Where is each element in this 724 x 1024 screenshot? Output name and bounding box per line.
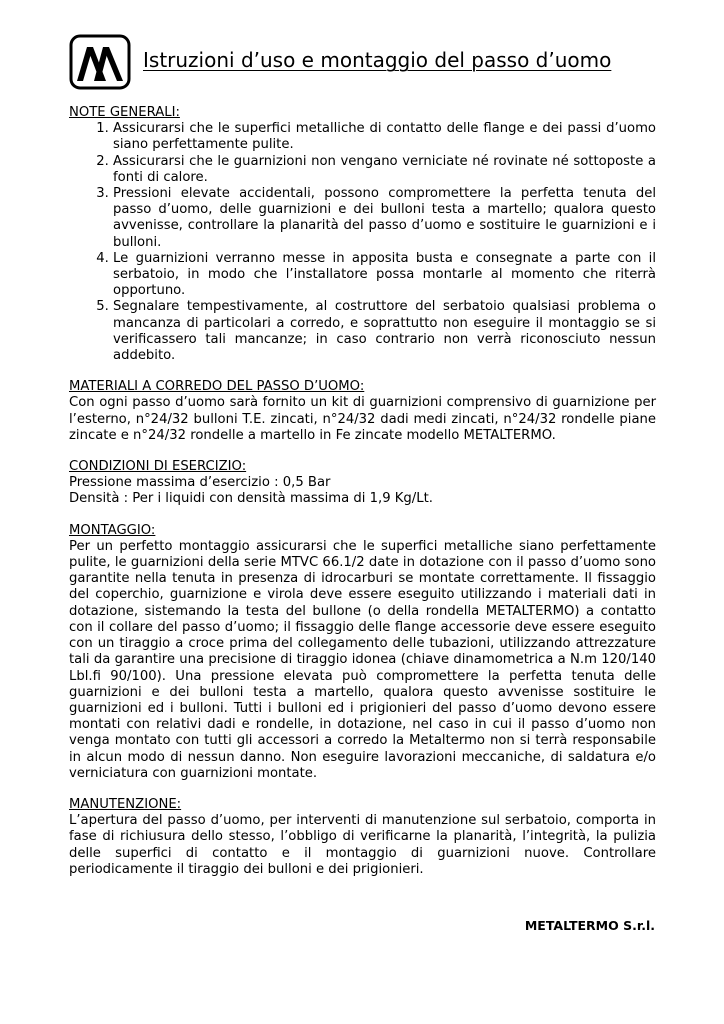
section-paragraph: Con ogni passo d’uomo sarà fornito un kit di guarnizioni comprensivo di guarnizione per l’esterno, n°24/32 bulloni T.E. zincati, n°24/32 dadi medi zincati, n°24/32 rondelle piane zincate e n°24/32 rondelle a martello in Fe zincate modello METALTERMO. <box>69 395 656 443</box>
list-item: 3. Pressioni elevate accidentali, possono compromettere la perfetta tenuta del passo d’uomo, delle guarnizioni e dei bulloni testa a martello; qualora questo avvenisse, controllare la planarità del passo d’uomo e sostituire le guarnizioni e i bulloni. <box>113 186 656 251</box>
section-paragraph: Per un perfetto montaggio assicurarsi che le superfici metalliche siano perfettamente pulite, le guarnizioni della serie MTVC 66.1/2 date in dotazione con il passo d’uomo sono garantite nella tenuta in presenza di idrocarburi se montate correttamente. Il fissaggio del coperchio, guarnizione e virola deve essere eseguito utilizzando i materiali dati in dotazione, sistemando la testa del bullone (o della rondella METALTERMO) a contatto con il collare del passo d’uomo; il fissaggio delle flange accessorie deve essere eseguito con un tiraggio a croce prima del collegamento delle tubazioni, utilizzando attrezzature tali da garantire una precisione di tiraggio idonea (chiave dinamometrica a N.m 120/140 Lbl.fi 90/100). Una pressione elevata può compromettere la perfetta tenuta delle guarnizioni e dei bulloni testa a martello, qualora questo avvenisse sostituire le guarnizioni ed i bulloni. Tutti i bulloni ed i prigionieri del passo d’uomo devono essere montati con relativi dadi e rondelle, in dotazione, nel caso in cui il passo d’uomo non venga montato con tutti gli accessori a corredo la Metaltermo non si terrà responsabile in alcun modo di nessun danno. Non eseguire lavorazioni meccaniche, di saldatura e/o verniciatura con guarnizioni montate. <box>69 538 656 781</box>
density-line: Densità : Per i liquidi con densità massima di 1,9 Kg/Lt. <box>69 491 433 507</box>
section-heading: MONTAGGIO: <box>69 522 156 538</box>
list-item: 5. Segnalare tempestivamente, al costruttore del serbatoio qualsiasi problema o mancanza di particolari a corredo, e soprattutto non eseguire il montaggio se si verificassero tali mancanze; in caso contrario non verrà riconosciuto nessun addebito. <box>113 299 656 364</box>
section-montaggio <box>69 523 656 782</box>
section-heading: NOTE GENERALI: <box>69 105 180 120</box>
section-materiali <box>69 379 656 444</box>
document-title: Istruzioni d’uso e montaggio del passo d’uomo <box>143 48 612 72</box>
section-paragraph: L’apertura del passo d’uomo, per interventi di manutenzione sul serbatoio, comporta in fase di richiusura dello stesso, l’obbligo di verificarne la planarità, l’integrità, la pulizia delle superfici di contatto e il montaggio di guarnizioni nuove. Controllare periodicamente il tiraggio dei bulloni e dei prigionieri. <box>69 813 656 877</box>
list-item: 2. Assicurarsi che le guarnizioni non vengano verniciate né rovinate né sottoposte a fonti di calore. <box>113 154 656 186</box>
section-manutenzione <box>69 797 656 878</box>
pressure-line: Pressione massima d’esercizio : 0,5 Bar <box>69 475 331 491</box>
metaltermo-logo-icon <box>69 34 131 90</box>
document-body <box>69 105 656 878</box>
section-condizioni <box>69 459 656 508</box>
section-heading: CONDIZIONI DI ESERCIZIO: <box>69 459 247 475</box>
document-header <box>69 34 656 90</box>
section-heading: MANUTENZIONE: <box>69 796 182 812</box>
list-item: 4. Le guarnizioni verranno messe in apposita busta e consegnate a parte con il serbatoio, in modo che l’installatore possa montarle al momento che riterrà opportuno. <box>113 251 656 300</box>
section-heading: MATERIALI A CORREDO DEL PASSO D’UOMO: <box>69 379 365 395</box>
section-note-generali <box>69 105 656 364</box>
notes-list <box>69 121 656 364</box>
list-item: 1. Assicurarsi che le superfici metalliche di contatto delle flange e dei passi d’uomo siano perfettamente pulite. <box>113 121 656 153</box>
company-signature: METALTERMO S.r.l. <box>524 918 655 933</box>
